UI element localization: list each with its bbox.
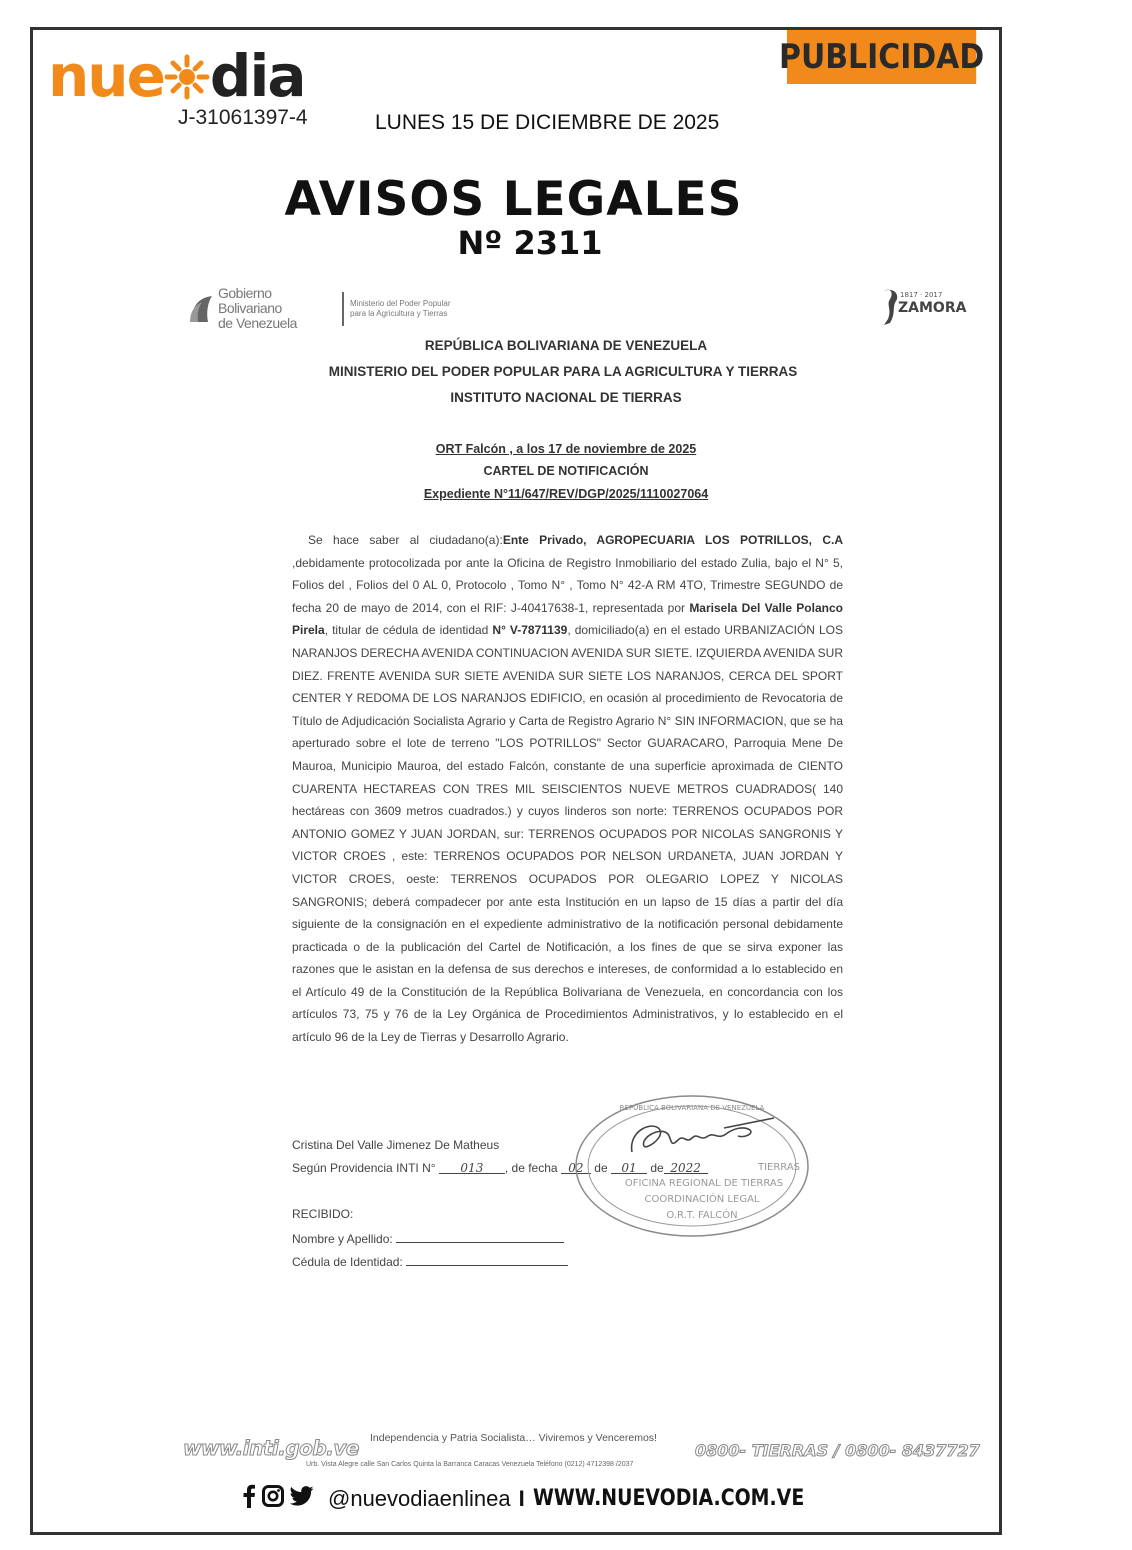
cedula-label: Cédula de Identidad: (292, 1255, 403, 1269)
social-bar (242, 1484, 848, 1513)
signer-name: Cristina Del Valle Jimenez De Matheus (292, 1138, 500, 1152)
stamp-line-4: O.R.T. FALCÓN (666, 1210, 738, 1221)
heading-ministerio: MINISTERIO DEL PODER POPULAR PARA LA AGRICULTURA Y TIERRAS (328, 364, 798, 379)
cedula-row (292, 1253, 568, 1269)
address: Urb. Vista Alegre calle San Carlos Quinta la Barranca Caracas Venezuela Teléfono (0212) 4712398 /2037 (306, 1461, 634, 1468)
page-title: AVISOS LEGALES (284, 172, 743, 227)
publicidad-badge: PUBLICIDAD (787, 30, 976, 84)
notice-body (292, 529, 843, 1049)
body-representative: Marisela Del Valle Polanco Pirela (292, 600, 843, 638)
fecha-month: 01 (611, 1161, 647, 1174)
zamora-years: 1817 · 2017 (900, 291, 943, 299)
edition-date: LUNES 15 DE DICIEMBRE DE 2025 (375, 111, 720, 134)
body-entity: Ente Privado, AGROPECUARIA LOS POTRILLOS, C.A (502, 533, 843, 547)
nombre-row (292, 1230, 564, 1246)
nuevodia-logo (48, 42, 305, 110)
stamp-top-text: REPÚBLICA BOLIVARIANA DE VENEZUELA (619, 1104, 765, 1112)
gov-name (218, 286, 336, 331)
official-stamp (574, 1090, 814, 1240)
facebook-icon[interactable] (242, 1484, 256, 1513)
handwritten-signature (632, 1118, 774, 1152)
logo-text-nue: nue (48, 42, 164, 110)
body-part2: , titular de cédula de identidad (324, 623, 493, 638)
cedula-blank (406, 1253, 568, 1266)
ministry-name (350, 299, 460, 319)
zamora-logo (880, 285, 967, 327)
fecha-year: 2022 (664, 1161, 708, 1174)
tricolor-flag-icon (188, 292, 214, 326)
logo-divider (342, 292, 344, 326)
gov-line1: Gobierno Bolivariano (218, 285, 282, 316)
providencia-label: Según Providencia INTI N° (292, 1161, 436, 1175)
gov-line2: de Venezuela (218, 315, 297, 331)
stamp-line-2: OFICINA REGIONAL DE TIERRAS (624, 1178, 784, 1189)
logo-text-dia: dia (209, 42, 305, 110)
heading-republica: REPÚBLICA BOLIVARIANA DE VENEZUELA (424, 338, 708, 353)
body-part3: , domiciliado(a) en el estado URBANIZACIÓN LOS NARANJOS DERECHA AVENIDA CONTINUACION AVENIDA SUR SIETE. IZQUIERDA AVENIDA SUR DIEZ. FRENTE AVENIDA SUR SIETE AVENIDA SUR SIETE LOS NARANJOS, CERCA DEL SPORT CENTER Y REDOMA DE LOS NARANJOS EDIFICIO, en ocasión al procedimiento de Revocatoria de Título de Adjudicación Socialista Agrario y Carta de Registro Agrario N° SIN INFORMACION, que se ha aperturado sobre el lote de terreno "LOS POTRILLOS" Sector GUARACARO, Parroquia Mene De Mauroa, Municipio Mauroa, del estado Falcón, constante de una superficie aproximada de CIENTO CUARENTA HECTAREAS CON TRES MIL SEISCIENTOS NUEVE METROS CUADRADOS( 140 hectáreas con 3609 metros cuadrados.) y cuyos linderos son norte: TERRENOS OCUPADOS POR ANTONIO GOMEZ Y JUAN JORDAN, sur: TERRENOS OCUPADOS POR NICOLAS SANGRONIS Y VICTOR CROES , este: TERRENOS OCUPADOS POR NELSON URDANETA, JUAN JORDAN Y VICTOR CROES, oeste: TERRENOS OCUPADOS POR OLEGARIO LOPEZ Y NICOLAS SANGRONIS; deberá compadecer por ante esta Institución en un lapso de 15 días a partir del día siguiente de la consignación en el expediente administrativo de la notificación personal debidamente practicada o de la publicación del Cartel de Notificación, a los fines de que se sirva exponer las razones que le asistan en la defensa de sus derechos e intereses, de conformidad a lo establecido en el Artículo 49 de la Constitución de la República Bolivariana de Venezuela, en concordancia con los artículos 73, 75 y 76 de la Ley Orgánica de Procedimientos Administrativos, y lo establecido en el artículo 96 de la Ley de Tierras y Desarrollo Agrario. (292, 623, 843, 1045)
inti-website[interactable]: www.inti.gob.ve (183, 1436, 359, 1460)
phone-numbers: 0800- TIERRAS / 0800- 8437727 (695, 1441, 980, 1460)
cartel-title: CARTEL DE NOTIFICACIÓN (483, 464, 649, 478)
nombre-blank (396, 1230, 564, 1243)
stamp-line-3: COORDINACIÓN LEGAL (644, 1194, 760, 1205)
fecha-label: , de fecha (504, 1161, 558, 1175)
fecha-day: 02 (561, 1161, 591, 1174)
nuevodia-website[interactable]: WWW.NUEVODIA.COM.VE (532, 1486, 804, 1511)
de-label-1: de (594, 1161, 608, 1175)
ministry-line2: para la Agricultura y Tierras (350, 308, 448, 318)
notice-number: Nº 2311 (457, 224, 603, 262)
stamp-line-1: TIERRAS (757, 1162, 801, 1173)
body-intro: Se hace saber al ciudadano(a): (308, 533, 503, 547)
social-handle[interactable]: @nuevodiaenlinea (328, 1485, 511, 1511)
heading-instituto: INSTITUTO NACIONAL DE TIERRAS (450, 390, 682, 405)
motto: Independencia y Patria Socialista… Viviremos y Venceremos! (370, 1432, 657, 1444)
recibido-label: RECIBIDO: (292, 1207, 354, 1221)
place-date: ORT Falcón , a los 17 de noviembre de 2025 (435, 442, 697, 456)
ministry-line1: Ministerio del Poder Popular (350, 298, 451, 308)
instagram-icon[interactable] (262, 1485, 284, 1512)
expediente-number: Expediente N°11/647/REV/DGP/2025/1110027064 (423, 487, 709, 501)
government-logo (188, 286, 460, 331)
providencia-number: 013 (439, 1161, 505, 1174)
nombre-label: Nombre y Apellido: (292, 1232, 393, 1246)
de-label-2: de (650, 1161, 664, 1175)
divider: I (518, 1485, 525, 1511)
zamora-name: ZAMORA (898, 300, 967, 316)
twitter-icon[interactable] (290, 1486, 314, 1511)
body-part1: ,debidamente protocolizada por ante la Oficina de Registro Inmobiliario del estado Zulia, bajo el N° 5, Folios del , Folios del 0 AL 0, Protocolo , Tomo N° , Tomo N° 42-A RM 4TO, Trimestre SEGUNDO de fecha 20 de mayo de 2014, con el RIF: J-40417638-1, representada por (292, 555, 843, 615)
rif-number: J-31061397-4 (178, 106, 308, 129)
sun-icon (164, 50, 210, 110)
body-id-number: N° V-7871139 (492, 623, 568, 638)
